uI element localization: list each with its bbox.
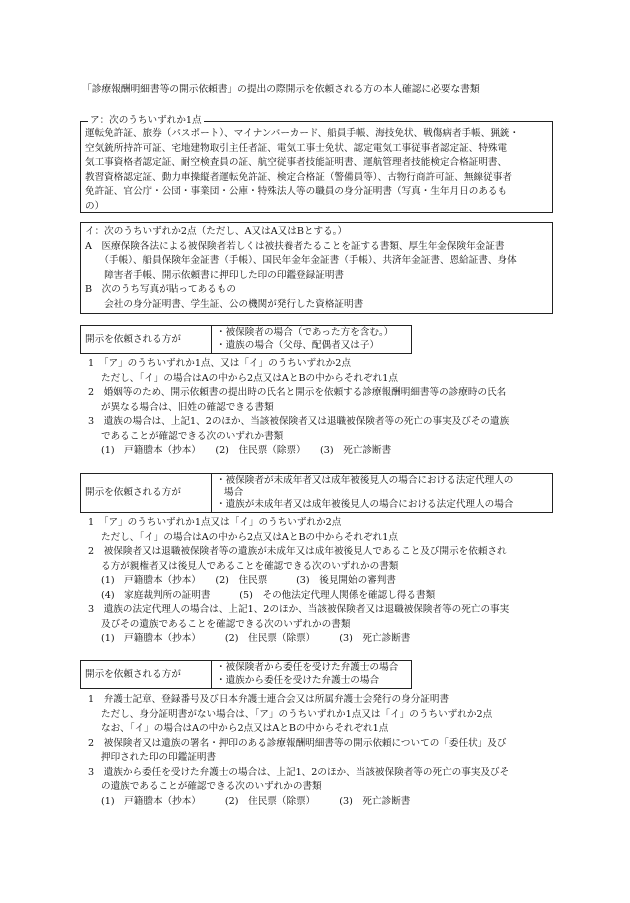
box-i-line: B 次のうち写真が貼ってあるもの xyxy=(85,284,236,295)
section1-label: 開示を依頼される方が xyxy=(85,334,181,345)
section1-line: (1) 戸籍謄本（抄本） (2) 住民票（除票） (3) 死亡診断書 xyxy=(101,445,392,456)
section2-line: る方が親権者又は後見人であることを確認できる次のいずれかの書類 xyxy=(101,560,399,572)
section1-item: ・遺族の場合（父母、配偶者又は子） xyxy=(216,340,380,351)
section2-item: ・遺族が未成年者又は成年被後見人の場合における法定代理人の場合 xyxy=(216,499,514,510)
box-i-line: 障害者手帳、開示依頼書に押印した印の印鑑登録証明書 xyxy=(85,269,345,281)
box-i-line: 会社の身分証明書、学生証、公の機関が発行した資格証明書 xyxy=(85,298,364,310)
section3-line: 1 弁護士記章、登録番号及び日本弁護士連合会又は所属弁護士会発行の身分証明書 xyxy=(88,694,450,705)
box-a-line: 気工事資格者認定証、耐空検査員の証、航空従事者技能証明書、運航管理者技能検定合格証明書、 xyxy=(85,157,508,168)
section1-line: であることが確認できる次のいずれか書類 xyxy=(101,430,284,442)
section2-line: (1) 戸籍謄本（抄本） (2) 住民票 (3) 後見開始の審判書 xyxy=(101,575,396,586)
box-a-line: 教習資格認定証、動力車操縦者運転免許証、検定合格証（警備員等）、古物行商許可証、無線従事者 xyxy=(85,171,512,183)
section3-body xyxy=(88,693,509,809)
box-a-text xyxy=(85,127,519,214)
section3-line: 2 被保険者又は遺族の署名・押印のある診療報酬明細書等の開示依頼についての「委任状」及び xyxy=(88,737,507,749)
section2-line: 及びその遺族であることを確認できる次のいずれかの書類 xyxy=(101,618,351,630)
section3-line: なお、「イ」の場合はAの中から2点又はAとBの中からそれぞれ1点 xyxy=(101,723,389,734)
section1-line: 3 遺族の場合は、上記1、2のほか、当該被保険者又は退職被保険者等の死亡の事実及びその遺族 xyxy=(88,416,510,427)
section3-line: 押印された印の印鑑証明書 xyxy=(101,752,217,763)
section3-item: ・遺族から委任を受けた弁護士の場合 xyxy=(216,675,380,686)
box-i-line: A 医療保険各法による被保険者若しくは被扶養者たることを証する書類、厚生年金保険年金証書 xyxy=(85,240,505,252)
section3-label: 開示を依頼される方が xyxy=(85,669,181,680)
section2-divider xyxy=(211,474,212,512)
section2-line: ただし、「イ」の場合はAの中から2点又はAとBの中からそれぞれ1点 xyxy=(101,531,398,543)
section1-divider xyxy=(211,326,212,353)
section1-item: ・被保険者の場合（であった方を含む。） xyxy=(216,327,394,338)
section2-item: ・被保険者が未成年者又は成年被後見人の場合における法定代理人の xyxy=(216,475,514,486)
section3-divider xyxy=(211,661,212,688)
box-a-line: 免許証、官公庁・公団・事業団・公庫・特殊法人等の職員の身分証明書（写真・生年月日のあるも xyxy=(85,186,508,197)
section3-line: 3 遺族から委任を受けた弁護士の場合は、上記1、2のほか、当該被保険者等の死亡の事実及びそ xyxy=(88,766,510,778)
section1-line: が異なる場合は、旧姓の確認できる書類 xyxy=(101,401,274,413)
section1-line: 2 婚姻等のため、開示依頼書の提出時の氏名と開示を依頼する診療報酬明細書等の診療時の氏名 xyxy=(88,387,507,398)
section2-label: 開示を依頼される方が xyxy=(85,487,181,498)
box-a-line: 運転免許証、旅券（パスポート）、マイナンバーカード、船員手帳、海技免状、戦傷病者手帳、猟銃・ xyxy=(85,128,520,139)
section2-line: (4) 家庭裁判所の証明書 (5) その他法定代理人関係を確認し得る書類 xyxy=(101,589,436,601)
box-i-line: （手帳）、船員保険年金証書（手帳）、国民年金年金証書（手帳）、共済年金証書、恩給証書、身体 xyxy=(85,255,517,266)
section2-line: 3 遺族の法定代理人の場合は、上記1、2のほか、当該被保険者又は退職被保険者等の死亡の事実 xyxy=(88,604,510,615)
box-a-line: の） xyxy=(85,200,105,212)
box-i-text xyxy=(85,225,517,312)
section3-item: ・被保険者から委任を受けた弁護士の場合 xyxy=(216,662,399,673)
section1-line: 1 「ア」のうちいずれか1点、又は「イ」のうちいずれか2点 xyxy=(88,358,351,369)
section1-body xyxy=(88,357,509,459)
section2-line: 1 「ア」のうちいずれか1点又は「イ」のうちいずれか2点 xyxy=(88,517,342,528)
box-i-heading: イ：次のうちいずれか2点（ただし、A又はA又はBとする。） xyxy=(85,226,348,237)
section2-line: 2 被保険者又は退職被保険者等の遺族が未成年又は成年被後見人であること及び開示を依頼され xyxy=(88,546,507,557)
section1-line: ただし、「イ」の場合はAの中から2点又はAとBの中からそれぞれ1点 xyxy=(101,372,398,384)
section3-line: ただし、身分証明書がない場合は、「ア」のうちいずれか1点又は「イ」のうちいずれか2点 xyxy=(101,708,493,720)
section2-line: (1) 戸籍謄本（抄本） (2) 住民票（除票） (3) 死亡診断書 xyxy=(101,633,411,644)
section3-line: の遺族であることが確認できる次のいずれかの書類 xyxy=(101,781,322,792)
section3-line: (1) 戸籍謄本（抄本） (2) 住民票（除票） (3) 死亡診断書 xyxy=(101,795,411,807)
box-a-line: 空気銃所持許可証、宅地建物取引主任者証、電気工事士免状、認定電気工事従事者認定証、特殊電 xyxy=(85,142,508,154)
section2-body xyxy=(88,516,509,647)
section2-item: 場合 xyxy=(224,487,244,498)
box-a-legend: ア：次のうちいずれか1点 xyxy=(90,115,202,126)
page-title: 「診療報酬明細書等の開示依頼書」の提出の際開示を依頼される方の本人確認に必要な書類 xyxy=(82,84,480,95)
